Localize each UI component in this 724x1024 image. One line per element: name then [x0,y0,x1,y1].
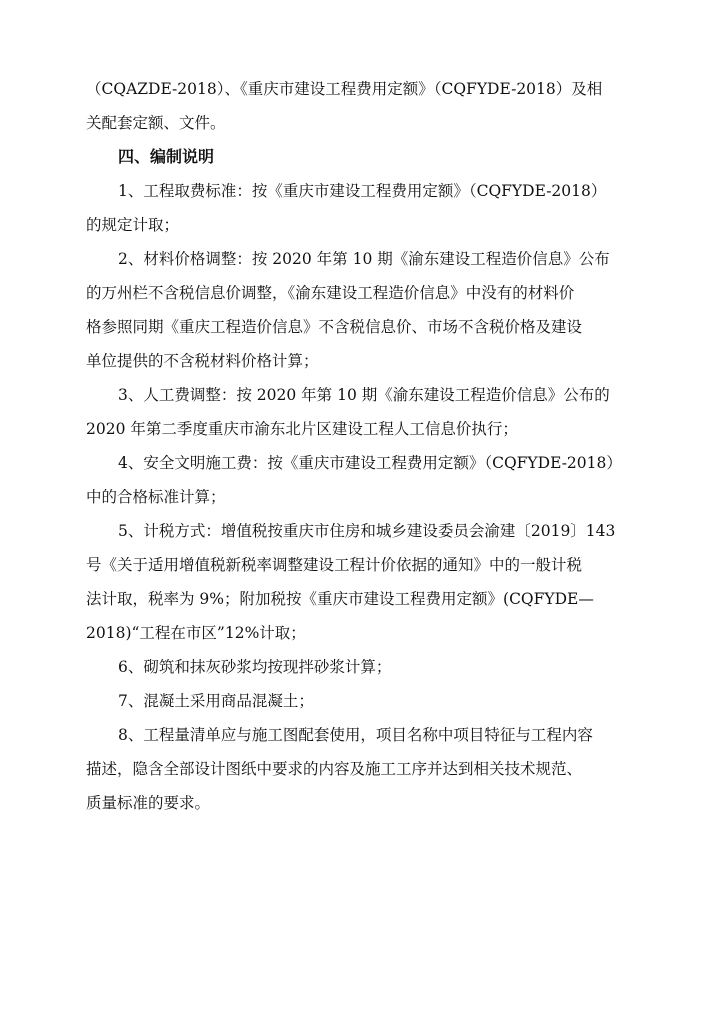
text-line-7: 的万州栏不含税信息价调整，《渝东建设工程造价信息》中没有的材料价 [86,284,575,302]
text-line-4: 1、工程取费标准：按《重庆市建设工程费用定额》（CQFYDE-2018） [118,182,607,200]
text-line-14: 5、计税方式：增值税按重庆市住房和城乡建设委员会渝建〔2019〕143 [118,522,616,540]
text-line-20: 8、工程量清单应与施工图配套使用，项目名称中项目特征与工程内容 [118,726,593,744]
text-line-13: 中的合格标准计算； [86,488,226,506]
text-line-2: 关配套定额、文件。 [86,114,226,132]
text-line-5: 的规定计取； [86,216,180,234]
text-line-19: 7、混凝土采用商品混凝土； [118,692,314,710]
text-line-9: 单位提供的不含税材料价格计算； [86,352,319,370]
text-line-21: 描述，隐含全部设计图纸中要求的内容及施工工序并达到相关技术规范、 [86,760,583,778]
text-line-17: 2018)“工程在市区”12%计取； [86,624,306,642]
text-line-18: 6、砌筑和抹灰砂浆均按现拌砂浆计算； [118,658,392,676]
text-line-1: （CQAZDE-2018）、《重庆市建设工程费用定额》（CQFYDE-2018）及相 [86,80,603,98]
text-line-16: 法计取，税率为 9%；附加税按《重庆市建设工程费用定额》(CQFYDE— [86,590,594,608]
text-line-11: 2020 年第二季度重庆市渝东北片区建设工程人工信息价执行； [86,420,518,438]
text-line-12: 4、安全文明施工费：按《重庆市建设工程费用定额》（CQFYDE-2018） [118,454,622,472]
section-heading-compilation-notes: 四、编制说明 [118,147,215,166]
text-line-6: 2、材料价格调整：按 2020 年第 10 期《渝东建设工程造价信息》公布 [118,250,610,268]
text-line-22: 质量标准的要求。 [86,794,211,812]
text-line-15: 号《关于适用增值税新税率调整建设工程计价依据的通知》中的一般计税 [86,556,583,574]
text-line-8: 格参照同期《重庆工程造价信息》不含税信息价、市场不含税价格及建设 [86,318,583,336]
text-line-10: 3、人工费调整：按 2020 年第 10 期《渝东建设工程造价信息》公布的 [118,386,610,404]
